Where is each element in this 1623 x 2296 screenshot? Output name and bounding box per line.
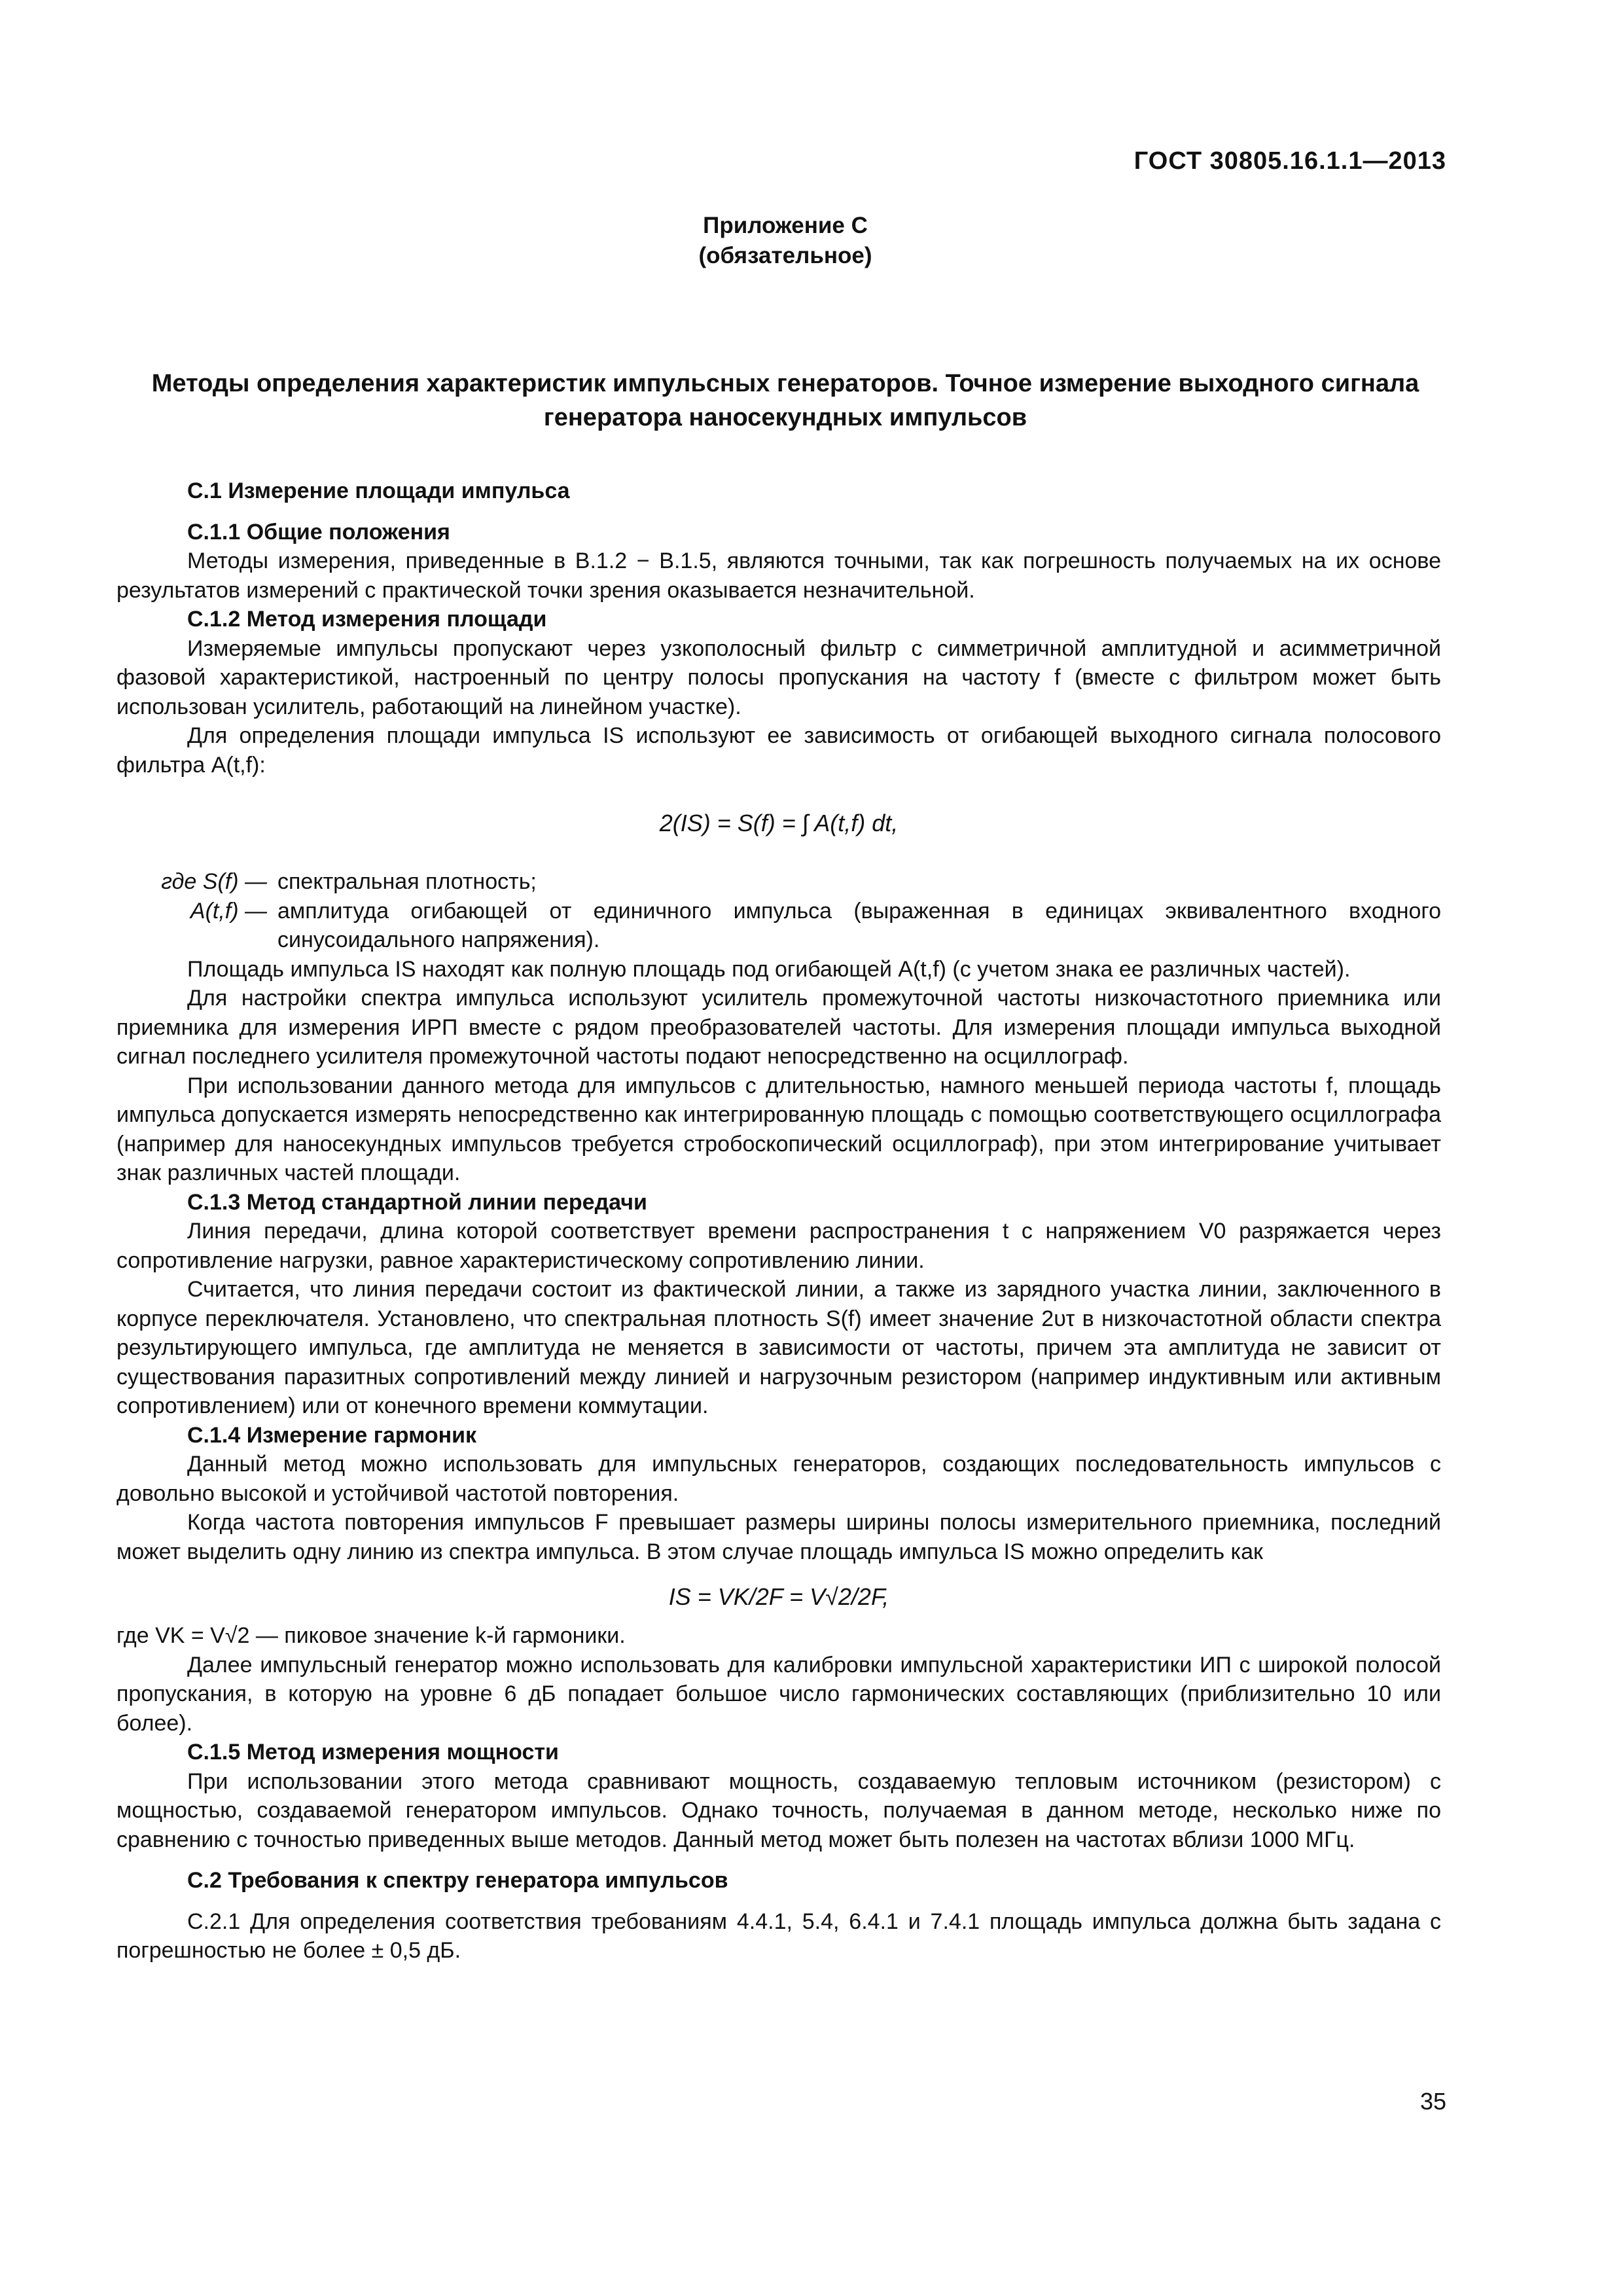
subsection-heading-c14: С.1.4 Измерение гармоник xyxy=(187,1422,477,1448)
legend-text: спектральная плотность; xyxy=(277,869,537,894)
appendix-status: (обязательное) xyxy=(698,243,872,268)
paragraph: Линия передачи, длина которой соответствует времени распространения t с напряжением V0 разряжается через сопротивление нагрузки, равное характеристическому сопротивлению линии. xyxy=(116,1219,1441,1273)
paragraph: Площадь импульса IS находят как полную площадь под огибающей A(t,f) (с учетом знака ее различных частей). xyxy=(187,956,1351,982)
paragraph: Когда частота повторения импульсов F превышает размеры ширины полосы измерительного приемника, последний может выделить одну линию из спектра импульса. В этом случае площадь импульса IS можно определить как xyxy=(116,1510,1441,1564)
paragraph: Измеряемые импульсы пропускают через узкополосный фильтр с симметричной амплитудной и асимметричной фазовой характеристикой, настроенный по центру полосы пропускания на частоту f (вместе с фильтром может быть использован усилитель, работающий на линейном участке). xyxy=(116,636,1441,719)
section-heading-c2: С.2 Требования к спектру генератора импульсов xyxy=(187,1868,728,1893)
subsection-heading-c11: С.1.1 Общие положения xyxy=(187,519,450,545)
document-body xyxy=(116,465,1441,1965)
formula-pulse-area: 2(IS) = S(f) = ∫ A(t,f) dt, xyxy=(659,810,899,836)
section-heading-c1: С.1 Измерение площади импульса xyxy=(187,478,570,503)
paragraph: Данный метод можно использовать для импульсных генераторов, создающих последовательность импульсов с довольно высокой и устойчивой частотой повторения. xyxy=(116,1452,1441,1506)
formula-legend-row xyxy=(116,897,1441,955)
legend-symbol: где S(f) — xyxy=(161,869,267,894)
subsection-heading-c13: С.1.3 Метод стандартной линии передачи xyxy=(187,1189,647,1215)
appendix-label xyxy=(0,211,1571,271)
legend-symbol: A(t,f) — xyxy=(190,898,267,924)
legend-text: амплитуда огибающей от единичного импульса (выраженная в единицах эквивалентного входного синусоидального напряжения). xyxy=(277,898,1441,952)
paragraph: Для определения площади импульса IS используют ее зависимость от огибающей выходного сигнала полосового фильтра A(t,f): xyxy=(116,723,1441,778)
appendix-heading: Методы определения характеристик импульсных генераторов. Точное измерение выходного сигнала генератора наносекундных импульсов xyxy=(151,370,1419,431)
paragraph: Считается, что линия передачи состоит из фактической линии, а также из зарядного участка линии, заключенного в корпусе переключателя. Установлено, что спектральная плотность S(f) имеет значение 2υτ в низкочастотной области спектра результирующего импульса, где амплитуда не меняется в зависимости от частоты, причем эта амплитуда не зависит от существования паразитных сопротивлений между линией и нагрузочным резистором (например индуктивным или активным сопротивлением) или от конечного времени коммутации. xyxy=(116,1277,1441,1418)
formula-legend: где VK = V√2 — пиковое значение k-й гармоники. xyxy=(116,1623,626,1648)
subsection-heading-c12: С.1.2 Метод измерения площади xyxy=(187,607,547,632)
page-number: 35 xyxy=(1419,2088,1446,2115)
paragraph: Далее импульсный генератор можно использовать для калибровки импульсной характеристики ИП с широкой полосой пропускания, в которую на уровне 6 дБ попадает большое число гармонических составляющих (приблизительно 10 или более). xyxy=(116,1652,1441,1736)
paragraph: Для настройки спектра импульса используют усилитель промежуточной частоты низкочастотного приемника или приемника для измерения ИРП вместе с рядом преобразователей частоты. Для измерения площади импульса выходной сигнал последнего усилителя промежуточной частоты подают непосредственно на осциллограф. xyxy=(116,986,1441,1069)
paragraph: При использовании этого метода сравнивают мощность, создаваемую тепловым источником (резистором) с мощностью, создаваемой генератором импульсов. Однако точность, получаемая в данном методе, несколько ниже по сравнению с точностью приведенных выше методов. Данный метод может быть полезен на частотах вблизи 1000 МГц. xyxy=(116,1768,1441,1852)
subsection-heading-c15: С.1.5 Метод измерения мощности xyxy=(187,1740,559,1765)
document-code: ГОСТ 30805.16.1.1—2013 xyxy=(1133,147,1446,175)
formula-legend-row xyxy=(116,867,1441,897)
formula-harmonic-area: IS = VK/2F = V√2/2F, xyxy=(668,1583,889,1610)
appendix-title: Приложение С xyxy=(703,213,868,238)
paragraph: При использовании данного метода для импульсов с длительностью, намного меньшей периода частоты f, площадь импульса допускается измерять непосредственно как интегрированную площадь с помощью соответствующего осциллографа (например для наносекундных импульсов требуется стробоскопический осциллограф), при этом интегрирование учитывает знак различных частей площади. xyxy=(116,1073,1441,1185)
paragraph: С.2.1 Для определения соответствия требованиям 4.4.1, 5.4, 6.4.1 и 7.4.1 площадь импульса должна быть задана с погрешностью не более ± 0,5 дБ. xyxy=(116,1909,1441,1963)
paragraph: Методы измерения, приведенные в В.1.2 − В.1.5, являются точными, так как погрешность получаемых на их основе результатов измерений с практической точки зрения оказывается незначительной. xyxy=(116,548,1441,603)
